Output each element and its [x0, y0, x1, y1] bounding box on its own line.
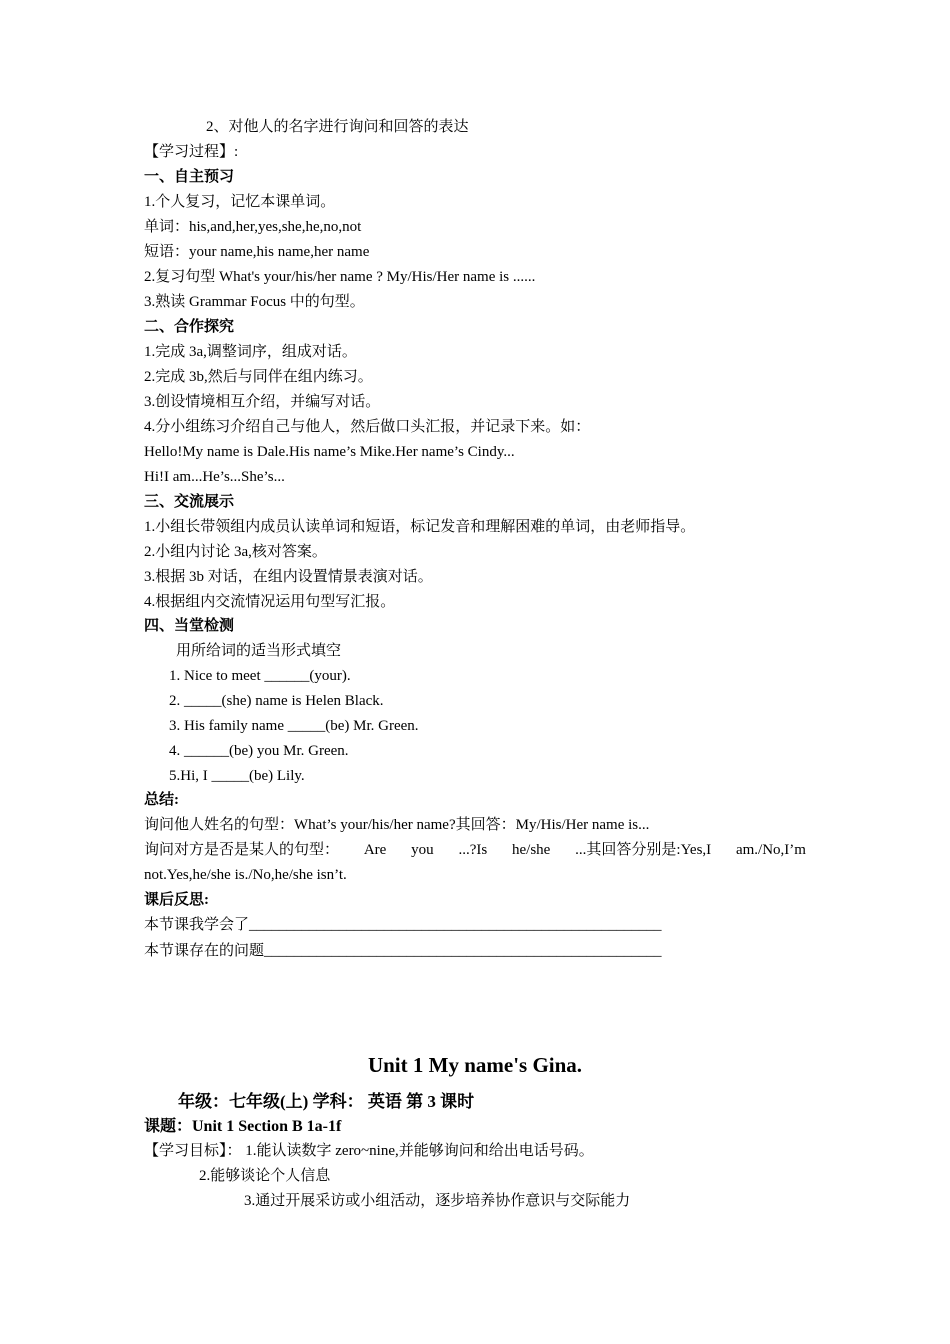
summary-word: 询问对方是否是某人的句型：	[144, 842, 340, 858]
explore-line: 3.创设情境相互介绍，并编写对话。	[144, 394, 381, 410]
example-dialogue: Hello!My name is Dale.His name’s Mike.Her name’s Cindy...	[144, 444, 515, 460]
lesson-title: Unit 1 My name's Gina.	[367, 1053, 583, 1077]
preview-line: 单词：his,and,her,yes,she,he,no,not	[144, 219, 362, 235]
summary-heading: 总结:	[144, 792, 179, 808]
summary-line-justified	[144, 841, 806, 859]
summary-word: ...?Is	[458, 842, 488, 858]
summary-line: not.Yes,he/she is./No,he/she isn’t.	[144, 867, 347, 883]
explore-line: 4.分小组练习介绍自己与他人，然后做口头汇报，并记录下来。如：	[144, 419, 591, 435]
reflection-learned: 本节课我学会了_______________________________________________________	[144, 917, 662, 933]
exercise-item: 5.Hi, I _____(be) Lily.	[169, 768, 305, 784]
preview-line: 1.个人复习，记忆本课单词。	[144, 194, 336, 210]
section-heading-explore: 二、合作探究	[144, 319, 235, 335]
preview-line: 3.熟读 Grammar Focus 中的句型。	[144, 294, 365, 310]
show-line: 1.小组长带领组内成员认读单词和短语，标记发音和理解困难的单词，由老师指导。	[144, 519, 696, 535]
exercise-item: 3. His family name _____(be) Mr. Green.	[169, 718, 419, 734]
process-heading: 【学习过程】:	[144, 144, 239, 160]
show-line: 2.小组内讨论 3a,核对答案。	[144, 544, 327, 560]
lesson-topic: 课题：Unit 1 Section B 1a-1f	[144, 1118, 342, 1135]
reflection-problems: 本节课存在的问题_____________________________________________________	[144, 943, 662, 959]
preview-line: 2.复习句型 What's your/his/her name ? My/His/Her name is ......	[144, 269, 536, 285]
lesson-objective: 3.通过开展采访或小组活动，逐步培养协作意识与交际能力	[244, 1193, 631, 1209]
test-instruction: 用所给词的适当形式填空	[176, 643, 342, 659]
summary-word: you	[411, 842, 434, 858]
example-dialogue: Hi!I am...He’s...She’s...	[144, 469, 285, 485]
explore-line: 1.完成 3a,调整词序，组成对话。	[144, 344, 357, 360]
summary-word: ...其回答分别是:Yes,I	[575, 842, 712, 858]
lesson-objective: 2.能够谈论个人信息	[199, 1168, 331, 1184]
reflection-heading: 课后反思:	[144, 892, 209, 908]
show-line: 4.根据组内交流情况运用句型写汇报。	[144, 594, 396, 610]
explore-line: 2.完成 3b,然后与同伴在组内练习。	[144, 369, 373, 385]
summary-word: he/she	[512, 842, 551, 858]
summary-word: Are	[363, 842, 387, 858]
section-heading-test: 四、当堂检测	[144, 618, 235, 634]
objective-item-2: 2、对他人的名字进行询问和回答的表达	[206, 119, 469, 135]
exercise-item: 1. Nice to meet ______(your).	[169, 668, 351, 684]
show-line: 3.根据 3b 对话，在组内设置情景表演对话。	[144, 569, 433, 585]
preview-line: 短语：your name,his name,her name	[144, 244, 370, 260]
section-heading-preview: 一、自主预习	[144, 169, 235, 185]
exercise-item: 4. ______(be) you Mr. Green.	[169, 743, 349, 759]
lesson-meta: 年级：七年级(上) 学科： 英语 第 3 课时	[178, 1092, 475, 1111]
summary-line: 询问他人姓名的句型：What’s your/his/her name?其回答：My/His/Her name is...	[144, 817, 650, 833]
summary-word: am./No,I’m	[735, 842, 806, 858]
section-heading-show: 三、交流展示	[144, 494, 235, 510]
lesson-objective: 【学习目标】： 1.能认读数字 zero~nine,并能够询问和给出电话号码。	[144, 1143, 594, 1159]
exercise-item: 2. _____(she) name is Helen Black.	[169, 693, 384, 709]
